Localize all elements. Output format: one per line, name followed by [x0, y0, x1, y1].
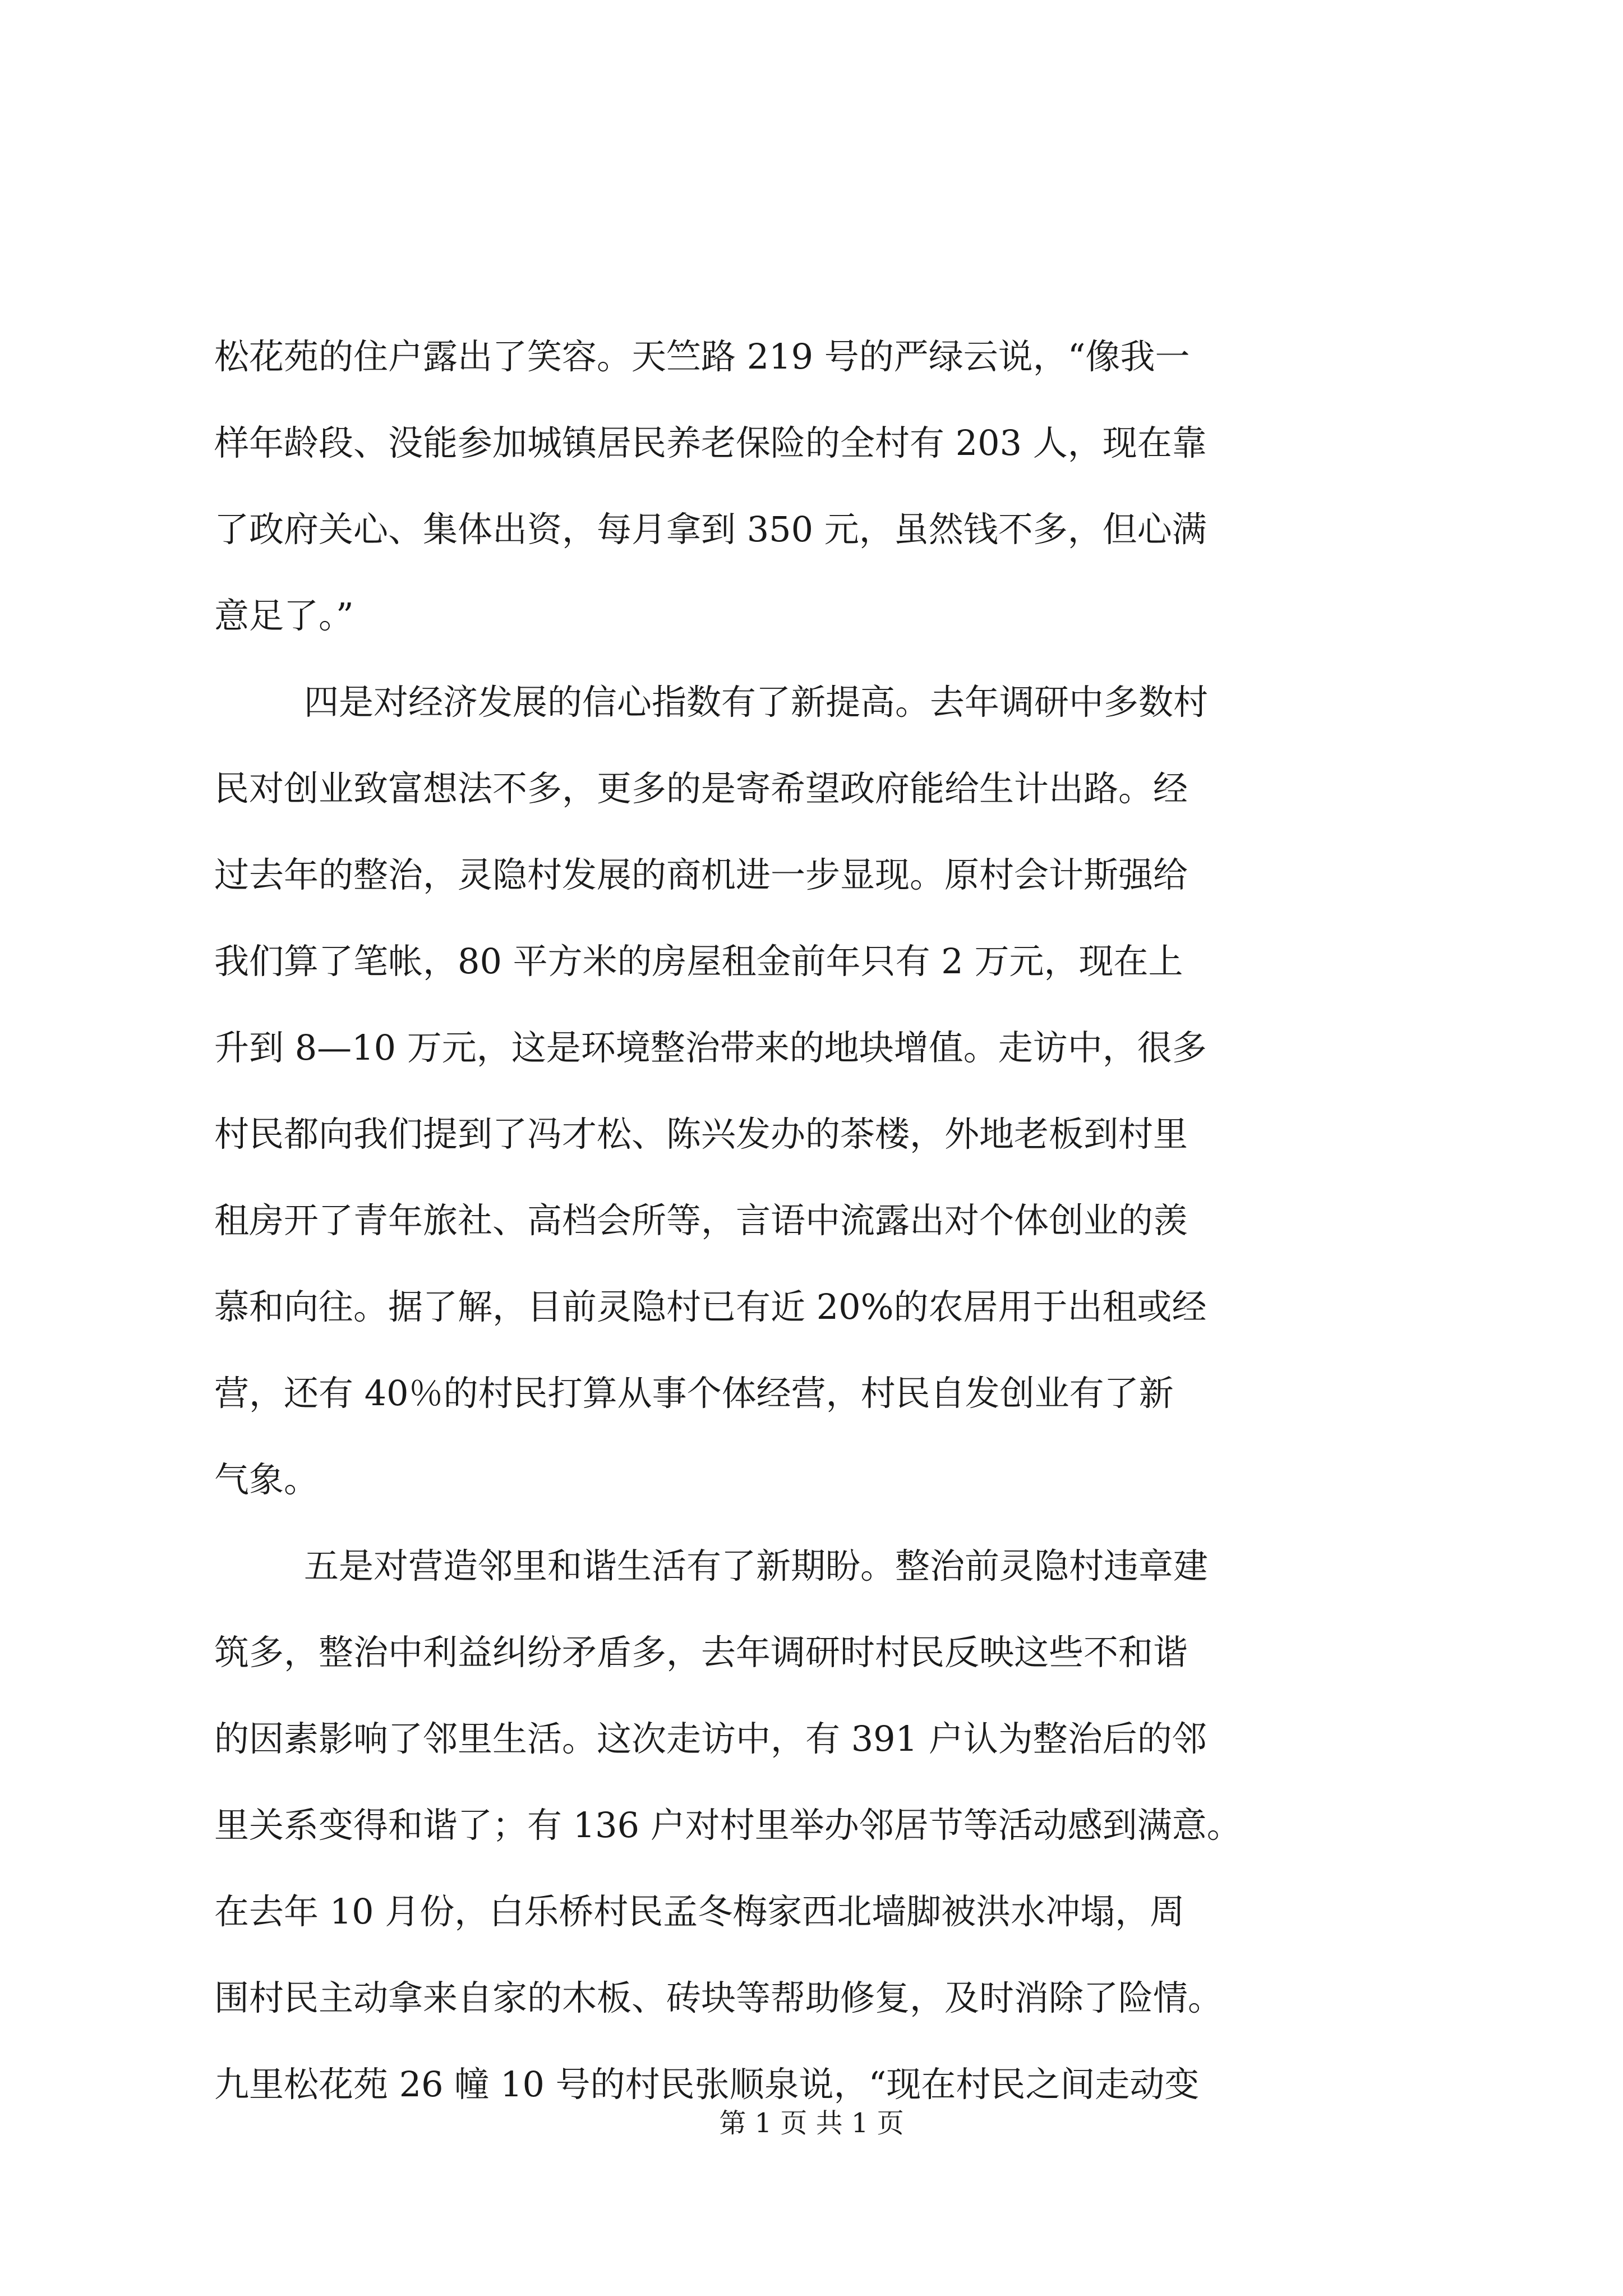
text-line-19: 在去年 10 月份，白乐桥村民孟冬梅家西北墙脚被洪水冲塌，周	[214, 1891, 1185, 1932]
text-line-13: 营，还有 40％的村民打算从事个体经营，村民自发创业有了新	[214, 1373, 1174, 1414]
text-line-12: 慕和向往。据了解，目前灵隐村已有近 20%的农居用于出租或经	[214, 1286, 1207, 1327]
text-line-15: 五是对营造邻里和谐生活有了新期盼。整治前灵隐村违章建	[304, 1545, 1209, 1586]
text-line-9: 升到 8—10 万元，这是环境整治带来的地块增值。走访中，很多	[214, 1027, 1207, 1068]
text-line-17: 的因素影响了邻里生活。这次走访中，有 391 户认为整治后的邻	[214, 1718, 1207, 1759]
text-line-14: 气象。	[214, 1459, 319, 1500]
text-line-2: 样年龄段、没能参加城镇居民养老保险的全村有 203 人，现在靠	[214, 422, 1207, 463]
text-line-1: 松花苑的住户露出了笑容。天竺路 219 号的严绿云说，“像我一	[214, 336, 1190, 377]
text-line-3: 了政府关心、集体出资，每月拿到 350 元，虽然钱不多，但心满	[214, 509, 1207, 550]
text-line-8: 我们算了笔帐，80 平方米的房屋租金前年只有 2 万元，现在上	[214, 941, 1183, 982]
text-line-6: 民对创业致富想法不多，更多的是寄希望政府能给生计出路。经	[214, 768, 1188, 809]
text-line-7: 过去年的整治，灵隐村发展的商机进一步显现。原村会计斯强给	[214, 854, 1188, 895]
text-line-10: 村民都向我们提到了冯才松、陈兴发办的茶楼，外地老板到村里	[214, 1114, 1188, 1154]
text-line-18: 里关系变得和谐了；有 136 户对村里举办邻居节等活动感到满意。	[214, 1805, 1242, 1846]
text-line-11: 租房开了青年旅社、高档会所等，言语中流露出对个体创业的羡	[214, 1200, 1188, 1241]
text-line-16: 筑多，整治中利益纠纷矛盾多，去年调研时村民反映这些不和谐	[214, 1632, 1188, 1673]
page-footer: 第 1 页 共 1 页	[719, 2108, 904, 2139]
text-line-4: 意足了。”	[214, 595, 354, 636]
text-line-21: 九里松花苑 26 幢 10 号的村民张顺泉说，“现在村民之间走动变	[214, 2064, 1200, 2105]
text-line-5: 四是对经济发展的信心指数有了新提高。去年调研中多数村	[304, 682, 1209, 723]
text-line-20: 围村民主动拿来自家的木板、砖块等帮助修复，及时消除了险情。	[214, 1977, 1223, 2018]
